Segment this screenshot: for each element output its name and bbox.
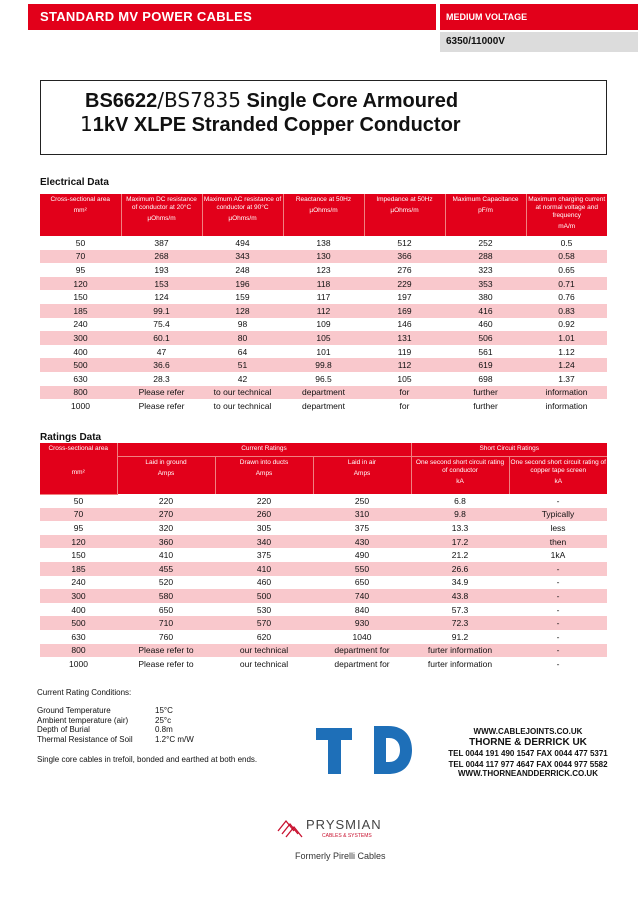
table-cell: 131 xyxy=(364,331,445,345)
category-label: MEDIUM VOLTAGE xyxy=(446,12,528,22)
table-cell: 123 xyxy=(316,264,331,275)
table-cell: 276 xyxy=(397,264,412,275)
table-cell: 95 xyxy=(73,522,84,533)
table-row xyxy=(40,290,607,304)
table-cell: to our technical xyxy=(213,400,272,411)
table-cell: information xyxy=(545,400,588,411)
table-cell: 75.4 xyxy=(153,319,170,330)
table-cell: 630 xyxy=(73,373,88,384)
table-cell: 120 xyxy=(40,535,117,549)
table-cell: 28.3 xyxy=(153,373,170,384)
table-cell: 130 xyxy=(283,250,364,264)
ratings-header-area: Cross-sectional area mm² xyxy=(40,443,117,494)
table-cell: 650 xyxy=(158,604,174,615)
table-cell: 760 xyxy=(158,631,174,642)
ratings-header-0: Laid in ground Amps xyxy=(117,456,215,494)
table-cell: 343 xyxy=(202,250,283,264)
table-cell: 220 xyxy=(158,495,174,506)
table-cell: 250 xyxy=(354,495,370,506)
table-cell: 119 xyxy=(397,346,412,357)
table-cell: our technical xyxy=(215,644,313,658)
table-cell: further xyxy=(473,400,498,411)
table-cell: 494 xyxy=(235,237,250,248)
electrical-header-5: Maximum Capacitance pF/m xyxy=(445,194,526,236)
table-cell: 0.58 xyxy=(526,250,607,264)
ratings-header-3: One second short circuit rating of conductor kA xyxy=(411,456,509,494)
ratings-header-2: Laid in air Amps xyxy=(313,456,411,494)
table-cell: further xyxy=(445,386,526,400)
table-cell: 840 xyxy=(354,604,370,615)
table-cell: 95 xyxy=(75,264,86,275)
table-cell: 1000 xyxy=(71,400,90,411)
table-cell: 128 xyxy=(202,304,283,318)
table-cell: 43.8 xyxy=(411,589,509,603)
table-cell: Please refer xyxy=(121,386,202,400)
table-cell: 17.2 xyxy=(411,535,509,549)
table-cell: 305 xyxy=(256,522,272,533)
table-cell: 50 xyxy=(73,496,84,507)
table-cell: 580 xyxy=(117,589,215,603)
table-row xyxy=(40,304,607,318)
table-cell: 375 xyxy=(354,522,370,533)
table-cell: 300 xyxy=(40,331,121,345)
condition-label: Thermal Resistance of Soil xyxy=(37,734,133,744)
table-cell: 740 xyxy=(313,589,411,603)
table-cell: 47 xyxy=(156,346,167,357)
table-row xyxy=(40,372,607,386)
table-cell: 310 xyxy=(313,508,411,522)
condition-label: Ambient temperature (air) xyxy=(37,715,129,725)
table-cell: - xyxy=(556,658,560,669)
company-name: THORNE & DERRICK UK xyxy=(469,737,587,748)
table-cell: furter information xyxy=(411,644,509,658)
condition-value: 15°C xyxy=(155,706,173,715)
condition-value: 0.8m xyxy=(155,725,173,734)
condition-value: 1.2°C m/W xyxy=(155,734,194,744)
table-cell: 1.37 xyxy=(558,373,575,384)
table-cell: 9.8 xyxy=(411,508,509,522)
table-cell: for xyxy=(364,386,445,400)
table-cell: Please refer to xyxy=(138,658,194,669)
electrical-header-0: Cross-sectional area mm² xyxy=(40,194,121,236)
table-cell: 930 xyxy=(313,616,411,630)
table-cell: - xyxy=(556,495,560,506)
table-cell: 410 xyxy=(215,562,313,576)
prysmian-text: PRYSMIAN xyxy=(306,817,382,832)
table-cell: 105 xyxy=(283,331,364,345)
table-cell: 159 xyxy=(235,292,250,303)
table-cell: 80 xyxy=(202,331,283,345)
table-cell: 50 xyxy=(75,237,86,248)
table-cell: 698 xyxy=(478,373,493,384)
table-cell: 0.83 xyxy=(526,304,607,318)
table-cell: 506 xyxy=(445,331,526,345)
ratings-group-current: Current Ratings xyxy=(117,443,411,456)
table-cell: department xyxy=(283,386,364,400)
table-cell: 112 xyxy=(364,358,445,372)
table-cell: 6.8 xyxy=(454,495,466,506)
table-cell: 1kA xyxy=(550,550,566,561)
table-row xyxy=(40,263,607,277)
table-cell: our technical xyxy=(239,658,289,669)
table-cell: 800 xyxy=(40,386,121,400)
table-cell: - xyxy=(509,589,607,603)
electrical-header-4: Impedance at 50Hz µOhms/m xyxy=(364,194,445,236)
table-cell: 112 xyxy=(283,304,364,318)
table-row xyxy=(40,657,607,671)
table-cell: 323 xyxy=(478,264,493,275)
table-row xyxy=(40,494,607,508)
table-cell: 1.24 xyxy=(526,358,607,372)
table-row xyxy=(40,589,607,603)
table-cell: 169 xyxy=(364,304,445,318)
voltage-label: 6350/11000V xyxy=(446,36,505,47)
table-cell: 0.76 xyxy=(558,292,575,303)
table-cell: 550 xyxy=(313,562,411,576)
table-cell: 410 xyxy=(158,550,174,561)
table-cell: 360 xyxy=(117,535,215,549)
table-cell: 460 xyxy=(478,319,493,330)
table-cell: 34.9 xyxy=(451,577,469,588)
table-cell: 70 xyxy=(40,250,121,264)
title-line-2: 11kV XLPE Stranded Copper Conductor xyxy=(80,112,461,136)
table-cell: 185 xyxy=(40,562,117,576)
table-cell: 460 xyxy=(256,577,272,588)
conditions-title: Current Rating Conditions: xyxy=(37,688,132,697)
website-link-2[interactable]: WWW.THORNEANDDERRICK.CO.UK xyxy=(458,769,598,778)
table-cell: 260 xyxy=(215,508,313,522)
table-cell: less xyxy=(550,522,566,533)
table-cell: 630 xyxy=(71,631,86,642)
table-cell: - xyxy=(556,604,560,615)
banner-title: STANDARD MV POWER CABLES xyxy=(40,9,253,24)
table-cell: 300 xyxy=(40,589,117,603)
table-row xyxy=(40,386,607,400)
prysmian-logo xyxy=(276,815,406,841)
table-cell: 248 xyxy=(235,264,250,275)
table-cell: 120 xyxy=(40,277,121,291)
table-cell: 455 xyxy=(117,562,215,576)
table-cell: 366 xyxy=(364,250,445,264)
table-cell: 375 xyxy=(256,550,272,561)
table-cell: 96.5 xyxy=(315,373,332,384)
ratings-header-1: Drawn into ducts Amps xyxy=(215,456,313,494)
table-cell: 270 xyxy=(117,508,215,522)
table-cell: 0.65 xyxy=(558,264,575,275)
table-cell: 99.1 xyxy=(121,304,202,318)
table-cell: 109 xyxy=(316,319,331,330)
table-cell: 42 xyxy=(237,373,248,384)
prysmian-subtext: CABLES & SYSTEMS xyxy=(322,833,372,839)
table-cell: 320 xyxy=(158,522,174,533)
electrical-data-table xyxy=(40,194,607,413)
table-row xyxy=(40,576,607,590)
table-cell: 268 xyxy=(121,250,202,264)
table-cell: 561 xyxy=(478,346,493,357)
conditions-note: Single core cables in trefoil, bonded and earthed at both ends. xyxy=(37,755,258,764)
table-row xyxy=(40,358,607,372)
table-cell: 400 xyxy=(71,604,86,615)
table-row xyxy=(40,345,607,359)
ratings-group-short-circuit: Short Circuit Ratings xyxy=(411,443,607,456)
table-cell: 620 xyxy=(256,631,272,642)
table-row xyxy=(40,603,607,617)
table-cell: 150 xyxy=(73,292,88,303)
table-row xyxy=(40,508,607,522)
table-cell: 57.3 xyxy=(451,604,469,615)
table-cell: 380 xyxy=(478,292,493,303)
ratings-header-4: One second short circuit rating of copper tape screen kA xyxy=(509,456,607,494)
table-cell: 430 xyxy=(313,535,411,549)
table-row xyxy=(40,318,607,332)
table-cell: 124 xyxy=(154,292,169,303)
table-row xyxy=(40,535,607,549)
table-cell: Please refer xyxy=(138,400,185,411)
table-cell: 387 xyxy=(154,237,169,248)
table-cell: 118 xyxy=(283,277,364,291)
table-cell: 91.2 xyxy=(451,631,469,642)
table-cell: 101 xyxy=(316,346,331,357)
formerly-pirelli-text: Formerly Pirelli Cables xyxy=(295,851,386,861)
table-cell: 51 xyxy=(202,358,283,372)
table-cell: 530 xyxy=(256,604,272,615)
table-row xyxy=(40,399,607,413)
table-cell: - xyxy=(509,616,607,630)
table-cell: 0.92 xyxy=(558,319,575,330)
table-cell: 1000 xyxy=(69,658,88,669)
table-cell: 117 xyxy=(316,292,331,303)
electrical-header-2: Maximum AC resistance of conductor at 90°C µOhms/m xyxy=(202,194,283,236)
table-cell: furter information xyxy=(427,658,493,669)
table-cell: 1.01 xyxy=(526,331,607,345)
table-cell: 619 xyxy=(445,358,526,372)
table-cell: 520 xyxy=(158,577,174,588)
table-cell: 240 xyxy=(71,577,86,588)
table-cell: 353 xyxy=(445,277,526,291)
table-cell: 105 xyxy=(397,373,412,384)
table-row xyxy=(40,236,607,250)
table-cell: 800 xyxy=(40,644,117,658)
table-cell: - xyxy=(556,577,560,588)
table-cell: 150 xyxy=(71,550,86,561)
table-cell: for xyxy=(399,400,410,411)
table-cell: 1.12 xyxy=(558,346,575,357)
table-cell: 0.71 xyxy=(526,277,607,291)
table-row xyxy=(40,616,607,630)
table-cell: 26.6 xyxy=(411,562,509,576)
table-cell: information xyxy=(526,386,607,400)
ratings-data-table xyxy=(40,443,607,671)
table-cell: 99.8 xyxy=(283,358,364,372)
electrical-header-3: Reactance at 50Hz µOhms/m xyxy=(283,194,364,236)
table-cell: 197 xyxy=(397,292,412,303)
electrical-data-label: Electrical Data xyxy=(40,177,109,188)
table-row xyxy=(40,277,607,291)
table-row xyxy=(40,630,607,644)
table-cell: 138 xyxy=(316,237,331,248)
table-cell: Typically xyxy=(509,508,607,522)
table-cell: - xyxy=(556,631,560,642)
table-cell: 500 xyxy=(40,358,121,372)
table-cell: department for xyxy=(334,658,390,669)
table-cell: Please refer to xyxy=(117,644,215,658)
website-link-1[interactable]: WWW.CABLEJOINTS.CO.UK xyxy=(473,727,583,736)
table-cell: 500 xyxy=(215,589,313,603)
table-cell: 36.6 xyxy=(121,358,202,372)
table-cell: 146 xyxy=(397,319,412,330)
table-cell: 0.5 xyxy=(560,237,573,248)
table-cell: 21.2 xyxy=(451,550,469,561)
table-cell: 416 xyxy=(445,304,526,318)
title-line-1: BS6622/BS7835 Single Core Armoured xyxy=(85,88,459,112)
table-row xyxy=(40,644,607,658)
telephone-line-1: TEL 0044 191 490 1547 FAX 0044 477 5371 xyxy=(448,749,608,758)
table-cell: 710 xyxy=(117,616,215,630)
table-cell: to our technical xyxy=(202,386,283,400)
table-cell: 185 xyxy=(40,304,121,318)
table-row xyxy=(40,250,607,264)
table-cell: 193 xyxy=(154,264,169,275)
table-cell: 650 xyxy=(354,577,370,588)
table-cell: 98 xyxy=(237,319,248,330)
table-cell: 288 xyxy=(445,250,526,264)
table-cell: 252 xyxy=(478,237,493,248)
table-cell: 500 xyxy=(40,616,117,630)
table-cell: 1040 xyxy=(352,631,372,642)
table-cell: 64 xyxy=(237,346,248,357)
table-cell: department xyxy=(302,400,345,411)
table-cell: 229 xyxy=(364,277,445,291)
ratings-data-label: Ratings Data xyxy=(40,432,102,443)
table-cell: 196 xyxy=(202,277,283,291)
table-cell: 570 xyxy=(215,616,313,630)
table-cell: - xyxy=(509,644,607,658)
table-cell: 400 xyxy=(73,346,88,357)
table-cell: 13.3 xyxy=(451,522,469,533)
table-cell: 512 xyxy=(397,237,412,248)
table-cell: 220 xyxy=(256,495,272,506)
table-cell: 240 xyxy=(73,319,88,330)
electrical-header-1: Maximum DC resistance of conductor at 20°C µOhms/m xyxy=(121,194,202,236)
condition-label: Ground Temperature xyxy=(37,706,111,715)
table-cell: 72.3 xyxy=(411,616,509,630)
table-cell: 153 xyxy=(121,277,202,291)
electrical-header-6: Maximum charging current at normal voltage and frequency mA/m xyxy=(526,194,607,236)
table-cell: - xyxy=(509,562,607,576)
telephone-line-2: TEL 0044 117 977 4647 FAX 0044 977 5582 xyxy=(448,760,608,769)
table-row xyxy=(40,331,607,345)
condition-value: 25°c xyxy=(155,715,172,725)
table-cell: 490 xyxy=(354,550,370,561)
td-logo xyxy=(316,722,412,778)
condition-label: Depth of Burial xyxy=(37,725,90,734)
table-cell: department for xyxy=(313,644,411,658)
table-cell: 70 xyxy=(40,508,117,522)
table-cell: then xyxy=(509,535,607,549)
table-row xyxy=(40,562,607,576)
table-row xyxy=(40,521,607,535)
table-cell: 340 xyxy=(215,535,313,549)
table-row xyxy=(40,548,607,562)
table-cell: 60.1 xyxy=(121,331,202,345)
